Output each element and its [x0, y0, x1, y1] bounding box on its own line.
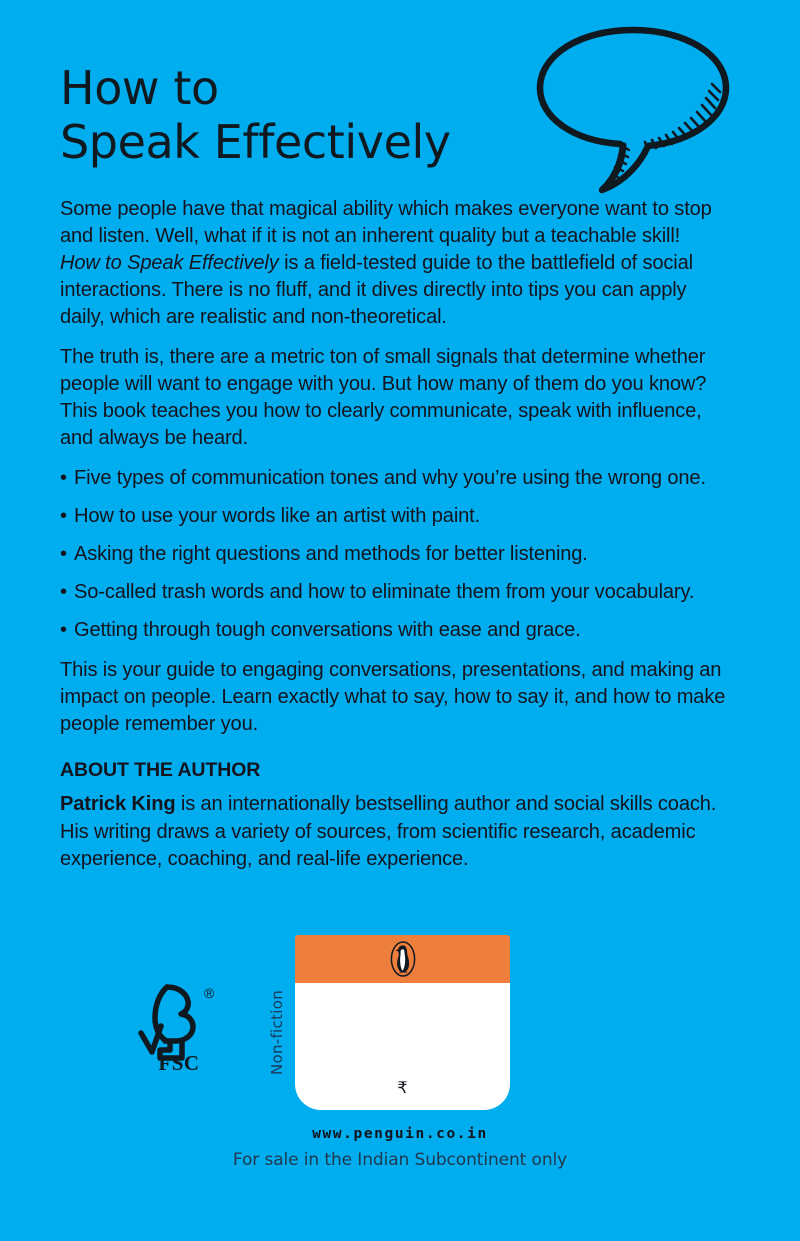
- list-item: [60, 503, 736, 530]
- blurb-paragraph-2: The truth is, there are a metric ton of small signals that determine whether people will want to engage with you. But how many of them do you know? This book teaches you how to clearly communicate, speak with influence, and always be heard.: [60, 346, 707, 450]
- blurb-paragraph-3: This is your guide to engaging conversations, presentations, and making an impact on people. Learn exactly what to say, how to say it, and how to make people remember you.: [60, 659, 726, 736]
- list-item: [60, 465, 736, 492]
- blurb-book-title-italic: How to Speak Effectively: [60, 252, 279, 275]
- penguin-logo-icon: [389, 940, 416, 978]
- fsc-wordmark: FSC: [158, 1051, 200, 1070]
- list-item-label: So-called trash words and how to eliminate them from your vocabulary.: [74, 581, 695, 604]
- feature-bullet-list: [60, 465, 736, 644]
- category-label: Non-fiction: [268, 990, 286, 1076]
- list-item: [60, 541, 736, 568]
- publisher-website[interactable]: www.penguin.co.in: [312, 1126, 488, 1142]
- bullet-marker-icon: •: [60, 543, 67, 566]
- author-bio-text: is an internationally bestselling author and social skills coach. His writing draws a variety of sources, from scientific research, academic experience, coaching, and real-life experience.: [60, 793, 717, 870]
- list-item-label: Asking the right questions and methods for better listening.: [74, 543, 588, 566]
- publisher-logo-block: [295, 935, 510, 1110]
- bullet-marker-icon: •: [60, 505, 67, 528]
- price-currency-symbol: ₹: [397, 1078, 408, 1097]
- title-line-2: Speak Effectively: [60, 114, 451, 169]
- list-item: [60, 579, 736, 606]
- book-title: [60, 62, 530, 170]
- fsc-registered-icon: ®: [204, 985, 215, 1001]
- list-item-label: Getting through tough conversations with ease and grace.: [74, 619, 581, 642]
- bullet-marker-icon: •: [60, 581, 67, 604]
- bullet-marker-icon: •: [60, 467, 67, 490]
- blurb-p1-text-b: is a field-tested guide to the battlefield of social interactions. There is no fluff, and it dives directly into tips you can apply daily, which are realistic and non-theoretical.: [60, 252, 693, 329]
- territory-notice: For sale in the Indian Subcontinent only: [232, 1150, 568, 1170]
- list-item: [60, 617, 736, 644]
- blurb-p1-text-a: Some people have that magical ability which makes everyone want to stop and listen. Well, what if it is not an inherent quality but a teachable skill!: [60, 198, 712, 248]
- fsc-logo: [133, 978, 225, 1070]
- author-name: Patrick King: [60, 793, 176, 816]
- title-line-1: How to: [60, 61, 219, 115]
- bullet-marker-icon: •: [60, 619, 67, 642]
- list-item-label: Five types of communication tones and why you’re using the wrong one.: [74, 467, 706, 490]
- about-the-author-heading: ABOUT THE AUTHOR: [60, 759, 261, 782]
- blurb-paragraph-1: [60, 196, 736, 331]
- author-bio: [60, 791, 736, 872]
- list-item-label: How to use your words like an artist with paint.: [74, 505, 481, 528]
- speech-bubble-icon: [528, 22, 738, 197]
- back-cover-copy: [60, 196, 736, 873]
